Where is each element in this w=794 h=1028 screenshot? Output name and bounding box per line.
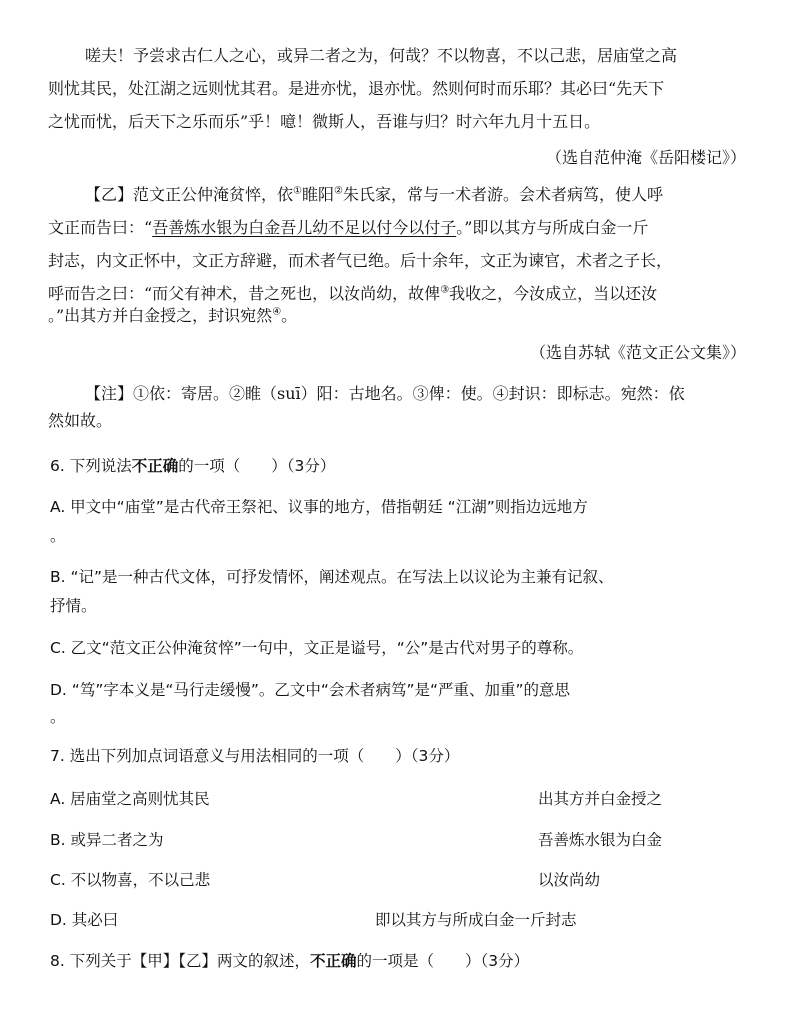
passage-a-line-1: 嗟夫！予尝求古仁人之心，或异二者之为，何哉？不以物喜，不以己悲，居庙堂之高 [85,46,678,65]
question-6-stem: 6. 下列说法不正确的一项（ ）（3分） [50,457,336,475]
passage-b-line-4: 呼而告之曰：“而父有神术，昔之死也，以汝尚幼，故俾③我收之，今汝成立，当以还汝 [48,284,658,303]
question-6-option-c: C. 乙文“范文正公仲淹贫悴”一句中，文正是谥号，“公”是古代对男子的尊称。 [50,639,584,657]
notes-line-1: 【注】①依：寄居。②睢（suī）阳：古地名。③俾：使。④封识：即标志。宛然：依 [85,384,685,403]
passage-b-line-3: 封志，内文正怀中，文正方辞避，而术者气已绝。后十余年，文正为谏官，术者之子长， [48,251,673,270]
question-6-option-a: A. 甲文中“庙堂”是古代帝王祭祀、议事的地方，借指朝廷 “江湖”则指边远地方 [50,498,588,516]
notes-line-2: 然如故。 [48,411,113,430]
exam-page: 嗟夫！予尝求古仁人之心，或异二者之为，何哉？不以物喜，不以己悲，居庙堂之高 则忧其民，处江湖之远则忧其君。是进亦忧，退亦忧。然则何时而乐耶？其必曰“先天下 之忧而忧，后天下之乐而乐”乎！噫！微斯人，吾谁与归？时六年九月十五日。 （选自范仲淹《岳阳楼记》） 【乙】范文正公仲淹贫悴，依①睢阳②朱氏家，常与一术者游。会术者病笃，使人呼 文正而告曰：“吾善炼水银为白金吾儿幼不足以付今以付子。”即以其方与所成白金一斤 封志，内文正怀中，文正方辞避，而术者气已绝。后十余年，文正为谏官，术者之子长， 呼而告之曰：“而父有神术，昔之死也，以汝尚幼，故俾③我收之，今汝成立，当以还汝 。”出其方并白金授之，封识宛然④。 （选自苏轼《范文正公文集》） 【注】①依：寄居。②睢（suī）阳：古地名。③俾：使。④封识：即标志。宛然：依 然如故。 6. 下列说法不正确的一项（ ）（3分） A. 甲文中“庙堂”是古代帝王祭祀、议事的地方，借指朝廷 “江湖”则指边远地方 。 B. “记”是一种古代文体，可抒发情怀，阐述观点。在写法上以议论为主兼有记叙、 抒情。 C. 乙文“范文正公仲淹贫悴”一句中，文正是谥号，“公”是古代对男子的尊称。 D. “笃”字本义是“马行走缓慢”。乙文中“会术者病笃”是“严重、加重”的意思 。 7. 选出下列加点词语意义与用法相同的一项（ ）（3分） A. 居庙堂之高则忧其民 出其方并白金授之 B. 或异二者之为 吾善炼水银为白金 C. 不以物喜，不以己悲 以汝尚幼 D. 其必曰 即以其方与所成白金一斤封志 8. 下列关于【甲】【乙】两文的叙述，不正确的一项是（ ）（3分） [0,0,794,1028]
question-6-option-b-cont: 抒情。 [50,597,97,615]
question-6-option-a-cont: 。 [50,527,66,545]
question-6-option-b: B. “记”是一种古代文体，可抒发情怀，阐述观点。在写法上以议论为主兼有记叙、 [50,568,614,586]
passage-b-source: （选自苏轼《范文正公文集》） [529,343,746,362]
passage-b-line-1: 【乙】范文正公仲淹贫悴，依①睢阳②朱氏家，常与一术者游。会术者病笃，使人呼 [85,185,663,204]
underlined-sentence: 吾善炼水银为白金吾儿幼不足以付今以付子 [152,218,457,237]
passage-a-source: （选自范仲淹《岳阳楼记》） [545,148,746,167]
question-7-stem: 7. 选出下列加点词语意义与用法相同的一项（ ）（3分） [50,747,460,765]
question-6-option-d-cont: 。 [50,708,66,726]
passage-a-line-3: 之忧而忧，后天下之乐而乐”乎！噫！微斯人，吾谁与归？时六年九月十五日。 [48,112,601,131]
passage-b-line-2: 文正而告曰：“吾善炼水银为白金吾儿幼不足以付今以付子。”即以其方与所成白金一斤 [48,218,649,237]
question-8-stem: 8. 下列关于【甲】【乙】两文的叙述，不正确的一项是（ ）（3分） [50,952,530,970]
question-6-option-d: D. “笃”字本义是“马行走缓慢”。乙文中“会术者病笃”是“严重、加重”的意思 [50,681,571,699]
passage-a-line-2: 则忧其民，处江湖之远则忧其君。是进亦忧，退亦忧。然则何时而乐耶？其必曰“先天下 [48,79,665,98]
passage-b-line-5: 。”出其方并白金授之，封识宛然④。 [48,306,298,325]
